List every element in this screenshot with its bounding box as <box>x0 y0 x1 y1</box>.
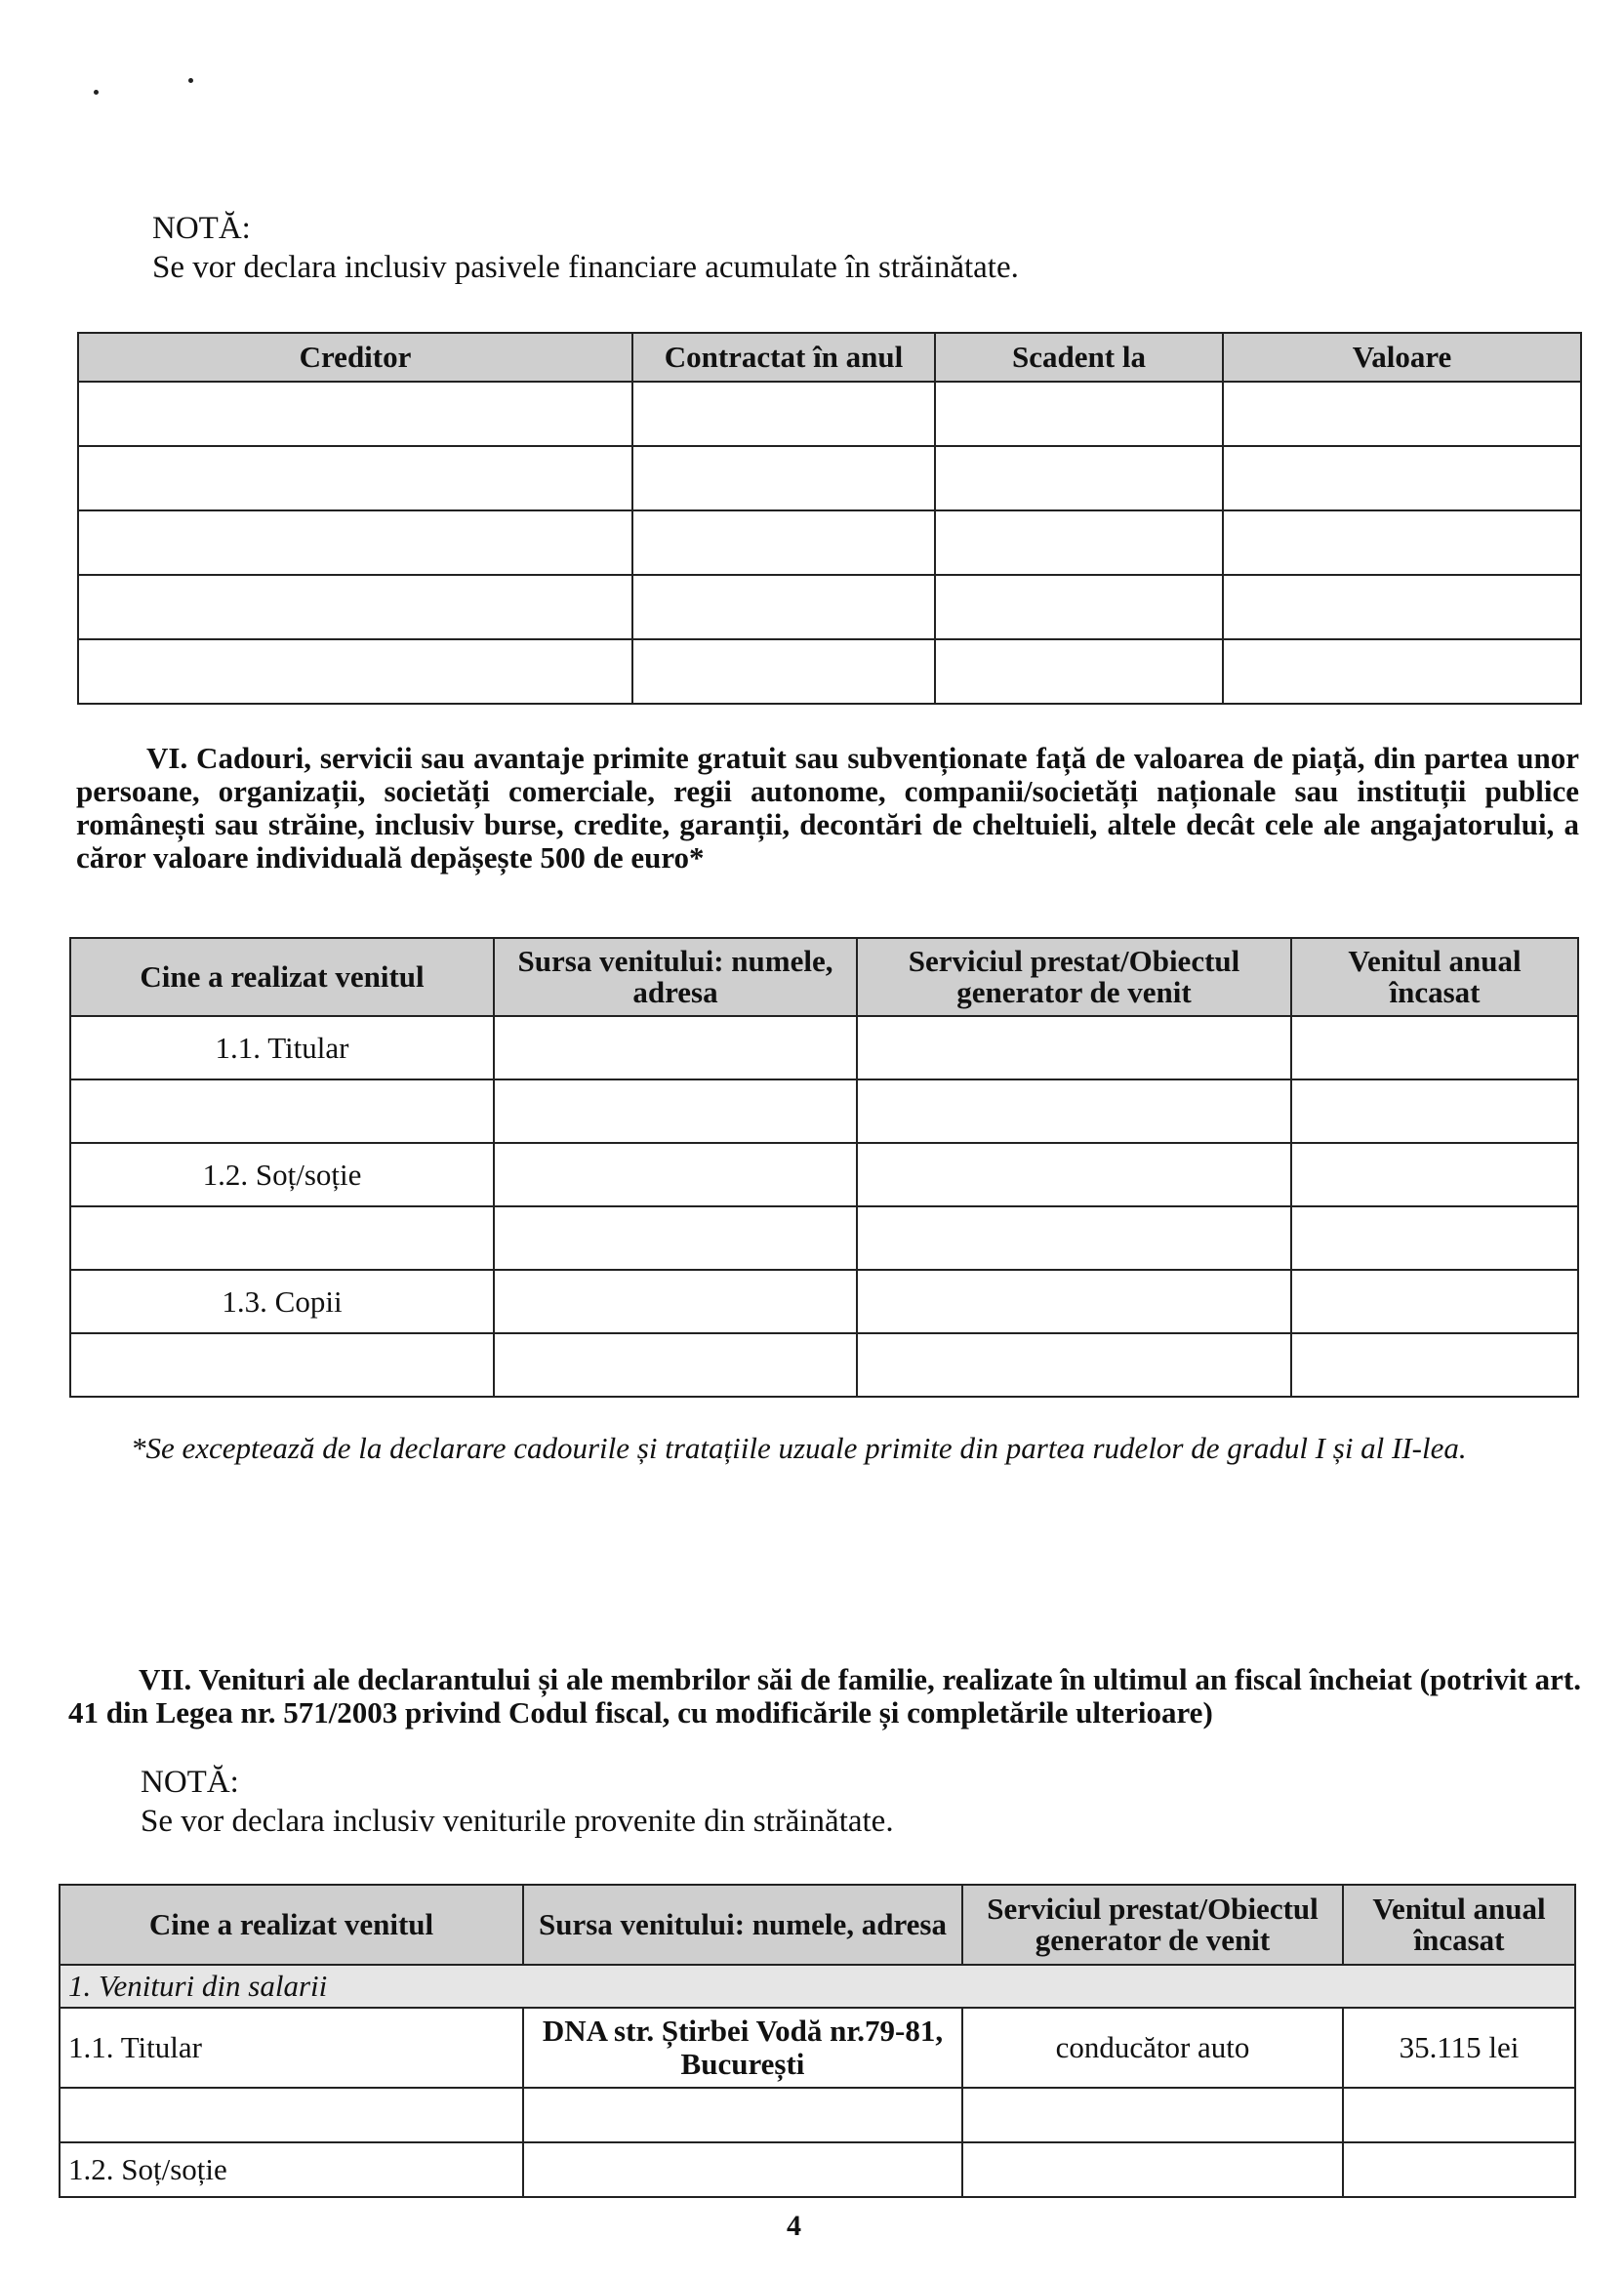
income-source: DNA str. Știrbei Vodă nr.79-81, București <box>523 2008 962 2088</box>
header-serviciu: Serviciul prestat/Obiectul generator de venit <box>857 938 1291 1016</box>
nota-label: NOTĂ: <box>152 211 251 246</box>
row-label-children: 1.3. Copii <box>70 1270 494 1333</box>
header-serviciu: Serviciul prestat/Obiectul generator de venit <box>962 1885 1343 1965</box>
category-row <box>60 1965 1575 2008</box>
page-number: 4 <box>787 2210 801 2242</box>
gifts-footnote: *Se exceptează de la declarare cadourile și tratațiile uzuale primite din partea rudelor de gradul I și al II-lea. <box>131 1431 1467 1465</box>
nota-block-pasive <box>152 209 1421 287</box>
table-row <box>70 1016 1578 1079</box>
table-row <box>70 1079 1578 1143</box>
table-row <box>78 446 1581 510</box>
category-salarii: 1. Venituri din salarii <box>60 1965 1575 2008</box>
header-valoare: Valoare <box>1223 333 1581 382</box>
header-venit: Venitul anual încasat <box>1291 938 1578 1016</box>
table-row <box>60 2008 1575 2088</box>
table-row <box>70 1206 1578 1270</box>
table-row <box>60 2142 1575 2197</box>
header-contractat: Contractat în anul <box>632 333 935 382</box>
table-row <box>70 1270 1578 1333</box>
income-table <box>59 1884 1576 2198</box>
nota-text: Se vor declara inclusiv veniturile provenite din străinătate. <box>141 1804 894 1839</box>
income-amount: 35.115 lei <box>1343 2008 1575 2088</box>
stray-mark-2 <box>188 78 193 83</box>
income-service: conducător auto <box>962 2008 1343 2088</box>
header-creditor: Creditor <box>78 333 632 382</box>
nota-text: Se vor declara inclusiv pasivele financiare acumulate în străinătate. <box>152 250 1019 285</box>
header-scadent: Scadent la <box>935 333 1223 382</box>
table-row <box>78 639 1581 704</box>
header-cine: Cine a realizat venitul <box>70 938 494 1016</box>
nota-label: NOTĂ: <box>141 1765 239 1800</box>
row-label-spouse: 1.2. Soț/soție <box>60 2142 523 2197</box>
liabilities-table <box>77 332 1582 705</box>
table-row <box>70 1143 1578 1206</box>
table-row <box>78 510 1581 575</box>
section-vi-heading: VI. Cadouri, servicii sau avantaje primite gratuit sau subvenționate față de valoarea de piață, din partea unor persoane, organizații, societăți comerciale, regii autonome, companii/societăți naționale sau instituții publice românești sau străine, inclusiv burse, credite, garanții, decontări de cheltuieli, altele decât cele ale angajatorului, a căror valoare individuală depășește 500 de euro* <box>76 741 1579 875</box>
header-cine: Cine a realizat venitul <box>60 1885 523 1965</box>
table-row <box>78 575 1581 639</box>
table-row <box>60 2088 1575 2142</box>
header-sursa: Sursa venitului: numele, adresa <box>523 1885 962 1965</box>
header-venit: Venitul anual încasat <box>1343 1885 1575 1965</box>
section-vii-heading: VII. Venituri ale declarantului și ale membrilor săi de familie, realizate în ultimul an fiscal încheiat (potrivit art. 41 din Legea nr. 571/2003 privind Codul fiscal, cu modificările și completările ulterioare) <box>68 1662 1581 1730</box>
row-label-titular: 1.1. Titular <box>70 1016 494 1079</box>
row-label-spouse: 1.2. Soț/soție <box>70 1143 494 1206</box>
header-sursa: Sursa venitului: numele, adresa <box>494 938 857 1016</box>
stray-mark-1 <box>94 90 99 95</box>
row-label-titular: 1.1. Titular <box>60 2008 523 2088</box>
table-row <box>78 382 1581 446</box>
table-row <box>70 1333 1578 1397</box>
gifts-table <box>69 937 1579 1398</box>
nota-block-venituri <box>141 1763 1409 1841</box>
